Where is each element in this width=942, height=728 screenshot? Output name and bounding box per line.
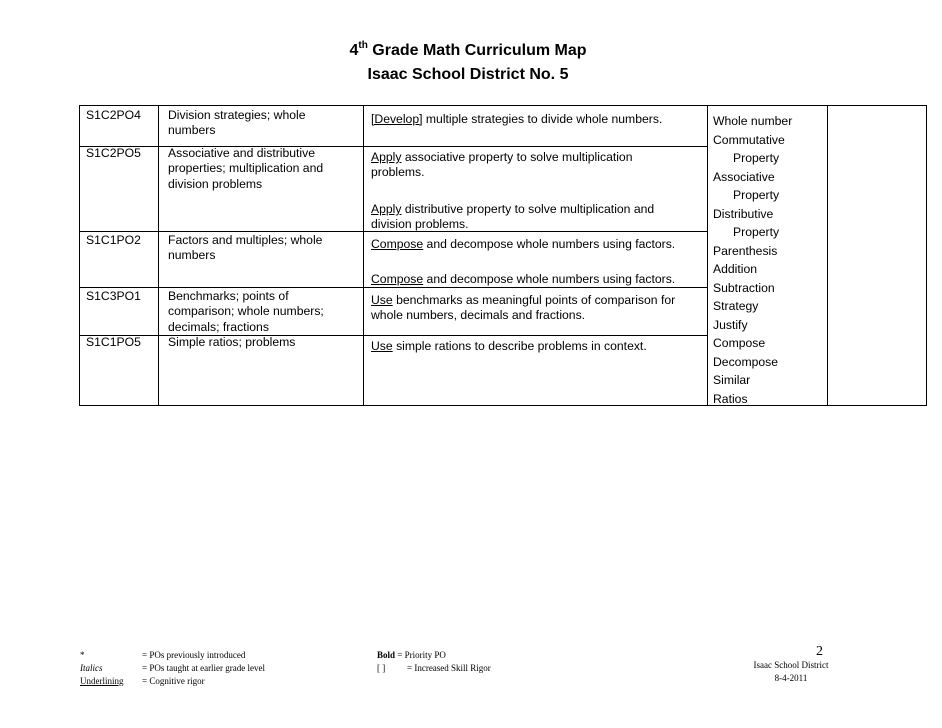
- footer-district: Isaac School District: [753, 660, 829, 670]
- table-row-objective: Use benchmarks as meaningful points of comparison for whole numbers, decimals and fractions.: [371, 293, 676, 323]
- vocabulary-item: Ratios: [713, 391, 748, 406]
- vocabulary-item: Whole number: [713, 114, 793, 128]
- table-row-objective: Apply associative property to solve multiplication problems.: [371, 150, 633, 180]
- table-row-objective: Compose and decompose whole numbers using factors.: [371, 237, 676, 251]
- table-row-code: S1C1PO2: [86, 233, 141, 247]
- table-row-topic: Benchmarks; points of comparison; whole numbers; decimals; fractions: [168, 289, 324, 334]
- curriculum-table: [79, 105, 927, 406]
- vocabulary-item: Property: [733, 188, 780, 202]
- column-divider: [363, 106, 364, 405]
- vocabulary-item: Commutative: [713, 132, 785, 147]
- column-divider: [158, 106, 159, 405]
- footer-date: 8-4-2011: [774, 673, 808, 683]
- table-row-objective: Compose and decompose whole numbers using factors.: [371, 272, 676, 286]
- page-title: 4th Grade Math Curriculum Map: [349, 40, 587, 59]
- vocabulary-item: Addition: [713, 262, 758, 276]
- page-subtitle: Isaac School District No. 5: [367, 66, 569, 83]
- vocabulary-item: Property: [733, 151, 780, 165]
- column-divider: [707, 106, 708, 405]
- table-row-code: S1C3PO1: [86, 289, 141, 303]
- vocabulary-item: Similar: [713, 373, 751, 387]
- footer-page-info: [718, 645, 848, 685]
- table-row-topic: Division strategies; whole numbers: [168, 108, 306, 138]
- table-row-topic: Factors and multiples; whole numbers: [168, 233, 323, 263]
- page-number: 2: [816, 644, 823, 659]
- vocabulary-item: Subtraction: [713, 280, 775, 295]
- table-row-objective: Apply distributive property to solve multiplication and division problems.: [371, 202, 655, 232]
- vocabulary-item: Decompose: [713, 354, 779, 369]
- table-row-topic: Simple ratios; problems: [168, 335, 296, 349]
- vocabulary-item: Associative: [713, 169, 775, 184]
- vocabulary-item: Compose: [713, 336, 766, 350]
- vocabulary-item: Distributive: [713, 206, 774, 221]
- table-row-objective: [Develop] multiple strategies to divide whole numbers.: [371, 112, 663, 126]
- vocabulary-item: Justify: [713, 317, 748, 332]
- table-row-topic: Associative and distributive properties; multiplication and division problems: [168, 146, 324, 191]
- footer-legend-mid: Bold = Priority PO [ ] = Increased Skill Rigor: [377, 650, 491, 673]
- vocabulary-list: [713, 112, 792, 408]
- table-row-code: S1C1PO5: [86, 335, 141, 349]
- table-row-code: S1C2PO4: [86, 108, 141, 122]
- table-row-objective: Use simple rations to describe problems in context.: [371, 339, 647, 353]
- vocabulary-item: Strategy: [713, 299, 759, 313]
- vocabulary-item: Property: [733, 225, 780, 239]
- column-divider: [827, 106, 828, 405]
- vocabulary-item: Parenthesis: [713, 243, 778, 258]
- table-row-code: S1C2PO5: [86, 146, 141, 160]
- footer-legend: * = POs previously introduced Italics = POs taught at earlier grade level Underlining = Cognitive rigor: [80, 650, 266, 686]
